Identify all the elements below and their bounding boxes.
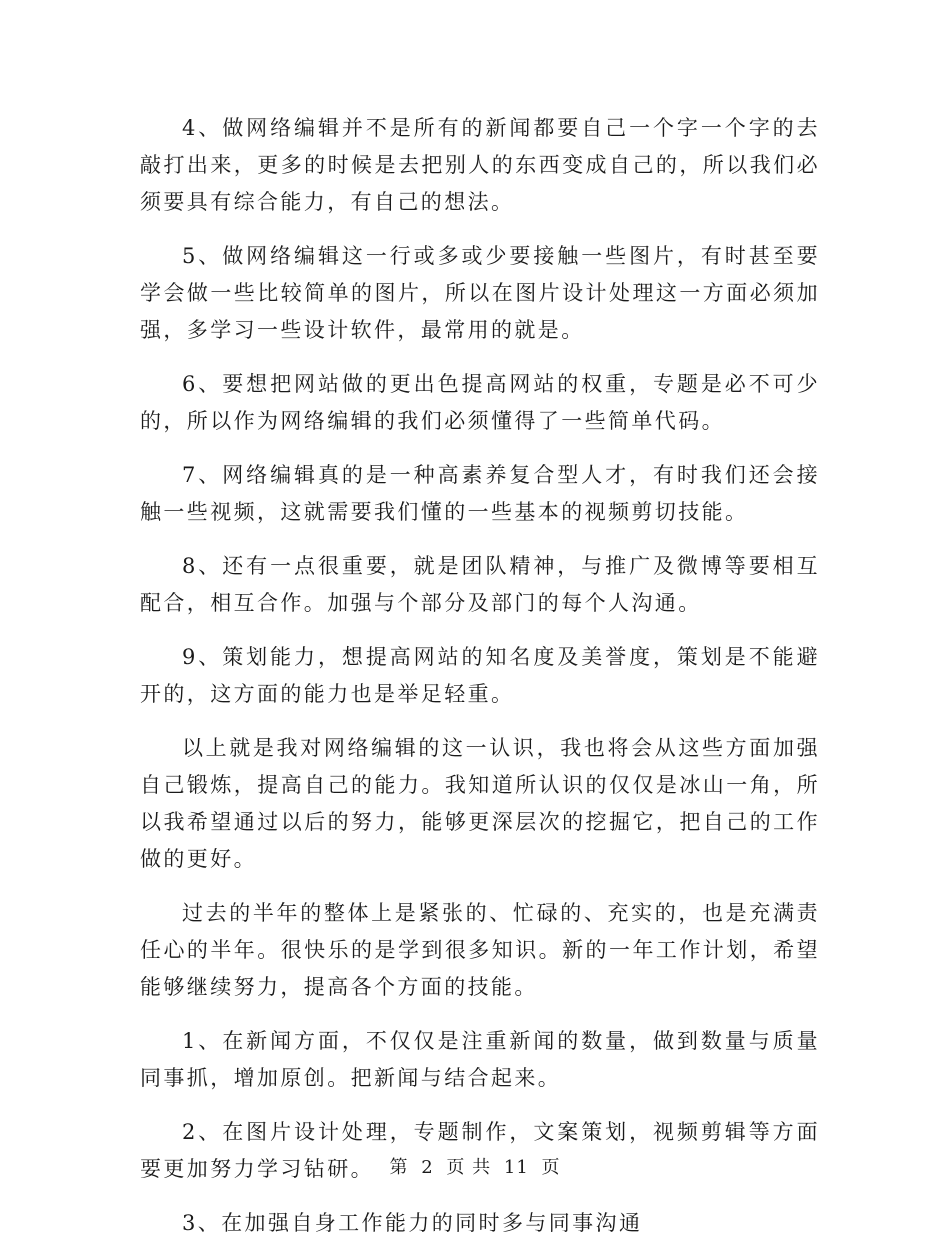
document-body [140, 110, 820, 1259]
paragraph-item-8: 8、还有一点很重要，就是团队精神，与推广及微博等要相互配合，相互合作。加强与个部分及部门的每个人沟通。 [140, 554, 820, 615]
paragraph-item-7: 7、网络编辑真的是一种高素养复合型人才，有时我们还会接触一些视频，这就需要我们懂的一些基本的视频剪切技能。 [140, 463, 820, 524]
paragraph-item-6: 6、要想把网站做的更出色提高网站的权重，专题是必不可少的，所以作为网络编辑的我们必须懂得了一些简单代码。 [140, 372, 820, 433]
footer-suffix: 页 [541, 1157, 561, 1178]
paragraph-item-9: 9、策划能力，想提高网站的知名度及美誉度，策划是不能避开的，这方面的能力也是举足轻重。 [140, 645, 820, 706]
footer-middle: 页 共 [446, 1157, 492, 1178]
page-number-footer [0, 1153, 950, 1179]
footer-total-pages: 11 [503, 1157, 529, 1178]
footer-prefix: 第 [389, 1157, 409, 1178]
paragraph-item-4: 4、做网络编辑并不是所有的新闻都要自己一个字一个字的去敲打出来，更多的时候是去把别人的东西变成自己的，所以我们必须要具有综合能力，有自己的想法。 [140, 116, 820, 214]
paragraph-item-5: 5、做网络编辑这一行或多或少要接触一些图片，有时甚至要学会做一些比较简单的图片，所以在图片设计处理这一方面必须加强，多学习一些设计软件，最常用的就是。 [140, 244, 820, 342]
paragraph-plan-2: 2、在图片设计处理，专题制作，文案策划，视频剪辑等方面要更加努力学习钻研。 [140, 1120, 820, 1181]
footer-current-page: 2 [421, 1157, 434, 1178]
paragraph-summary: 以上就是我对网络编辑的这一认识，我也将会从这些方面加强自己锻炼，提高自己的能力。我知道所认识的仅仅是冰山一角，所以我希望通过以后的努力，能够更深层次的挖掘它，把自己的工作做的更好。 [140, 736, 820, 871]
paragraph-half-year-review: 过去的半年的整体上是紧张的、忙碌的、充实的，也是充满责任心的半年。很快乐的是学到很多知识。新的一年工作计划，希望能够继续努力，提高各个方面的技能。 [140, 901, 820, 999]
paragraph-plan-1: 1、在新闻方面，不仅仅是注重新闻的数量，做到数量与质量同事抓，增加原创。把新闻与结合起来。 [140, 1029, 820, 1090]
paragraph-plan-3: 3、在加强自身工作能力的同时多与同事沟通 [182, 1211, 643, 1235]
